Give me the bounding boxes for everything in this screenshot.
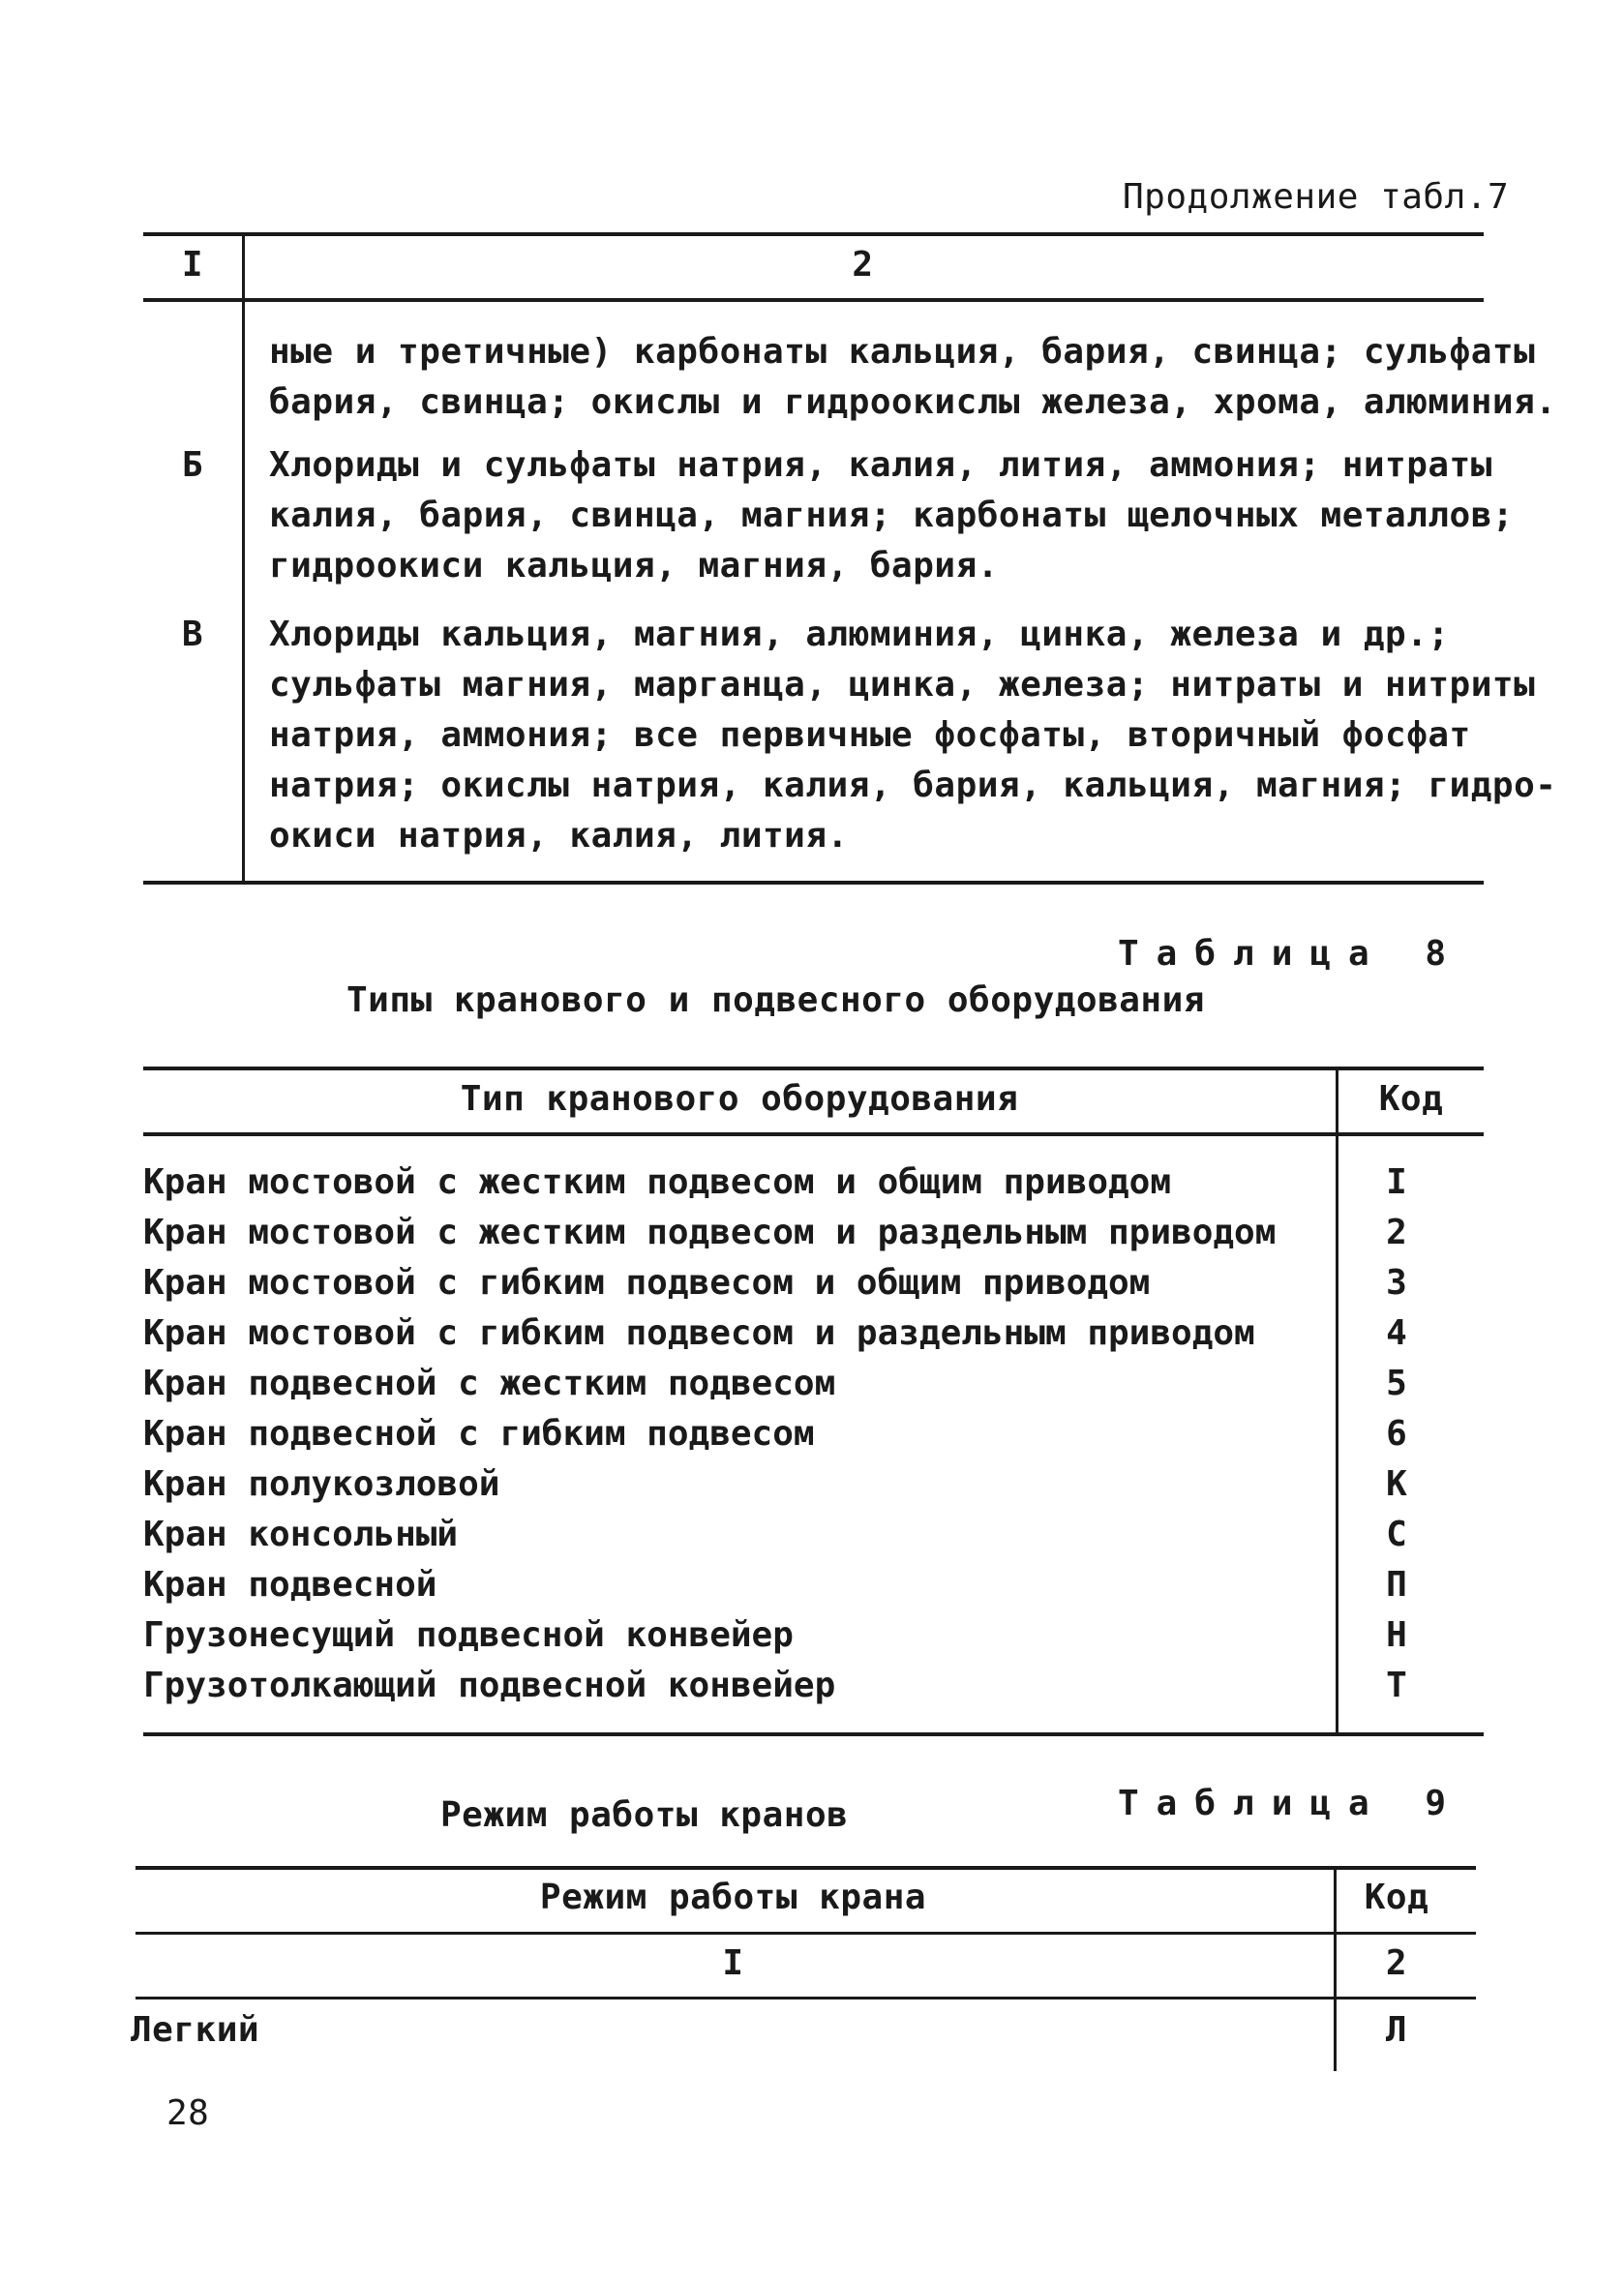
table7-row1-line1: ные и третичные) карбонаты кальция, бария, свинца; сульфаты [269, 332, 1536, 372]
code-cell: 6 [1386, 1414, 1407, 1454]
table9-col1-number: I [722, 1943, 744, 1983]
table-row: Кран подвесной [143, 1565, 437, 1605]
table8-header-rule [143, 1132, 1484, 1136]
table-row: Грузонесущий подвесной конвейер [143, 1615, 794, 1655]
table-row: Кран мостовой с гибким подвесом и общим приводом [143, 1263, 1151, 1303]
table7-col1-header: I [181, 245, 204, 285]
code-cell: П [1386, 1565, 1407, 1605]
table7-row2-line1: Хлориды и сульфаты натрия, калия, лития, аммония; нитраты [269, 445, 1492, 485]
table8-label: Таблица 8 [1118, 934, 1464, 974]
table-row: Кран подвесной с жестким подвесом [143, 1364, 836, 1403]
table7-group-v: В [181, 615, 204, 654]
table8-top-rule [143, 1067, 1484, 1070]
table9-col1-header: Режим работы крана [539, 1878, 927, 1917]
table7-row2-line2: калия, бария, свинца, магния; карбонаты щелочных металлов; [269, 496, 1515, 535]
table9-col2-header: Код [1364, 1878, 1429, 1917]
table7-row3-line3: натрия, аммония; все первичные фосфаты, вторичный фосфат [269, 715, 1471, 755]
page-number: 28 [166, 2093, 210, 2133]
table9-top-rule [135, 1866, 1476, 1870]
code-cell: 5 [1386, 1364, 1407, 1403]
table8-type-list [143, 1158, 1276, 1711]
table7-row2-line3: гидроокиси кальция, магния, бария. [269, 546, 999, 586]
continuation-header: Продолжение табл.7 [1123, 177, 1510, 217]
table-row: Кран мостовой с гибким подвесом и раздельным приводом [143, 1313, 1255, 1353]
table8-title: Типы кранового и подвесного оборудования [346, 980, 1205, 1020]
code-cell: Т [1386, 1666, 1407, 1705]
table9-title: Режим работы кранов [440, 1795, 849, 1835]
table9-label: Таблица 9 [1118, 1784, 1464, 1823]
table-row: Кран консольный [143, 1515, 459, 1554]
table7-row3-line4: натрия; окислы натрия, калия, бария, кальция, магния; гидро- [269, 766, 1557, 805]
table7-bottom-rule [143, 881, 1484, 885]
code-cell: Н [1386, 1615, 1407, 1655]
table9-col2-number: 2 [1385, 1943, 1408, 1983]
table-row: Грузотолкающий подвесной конвейер [143, 1666, 836, 1705]
table7-row3-line2: сульфаты магния, марганца, цинка, железа; нитраты и нитриты [269, 665, 1536, 705]
table-row: Кран подвесной с гибким подвесом [143, 1414, 815, 1454]
table7-column-divider [242, 232, 245, 883]
table8-col2-header: Код [1378, 1079, 1444, 1119]
table9-number-rule [135, 1997, 1476, 1999]
table8-col1-header: Тип кранового оборудования [460, 1079, 1019, 1119]
table7-top-rule [143, 232, 1484, 236]
table7-header-rule [143, 298, 1484, 302]
table7-col2-header: 2 [852, 245, 874, 285]
table7-group-b: Б [181, 445, 204, 485]
table9-row1-code: Л [1385, 2010, 1408, 2050]
code-cell: 2 [1386, 1213, 1407, 1252]
code-cell: I [1386, 1162, 1407, 1202]
code-cell: 4 [1386, 1313, 1407, 1353]
code-cell: С [1386, 1515, 1407, 1554]
table7-row3-line1: Хлориды кальция, магния, алюминия, цинка, железа и др.; [269, 615, 1450, 654]
table-row: Кран мостовой с жестким подвесом и раздельным приводом [143, 1213, 1277, 1252]
table-row: Кран полукозловой [143, 1464, 500, 1504]
table8-bottom-rule [143, 1732, 1484, 1736]
table7-row1-line2: бария, свинца; окислы и гидроокислы железа, хрома, алюминия. [269, 382, 1557, 422]
table9-header-rule [135, 1932, 1476, 1935]
table-row: Кран мостовой с жестким подвесом и общим приводом [143, 1162, 1172, 1202]
table9-row1-mode: Легкий [131, 2010, 260, 2050]
table7-row3-line5: окиси натрия, калия, лития. [269, 816, 849, 856]
table8-code-list [1338, 1158, 1455, 1711]
code-cell: 3 [1386, 1263, 1407, 1303]
code-cell: К [1386, 1464, 1407, 1504]
